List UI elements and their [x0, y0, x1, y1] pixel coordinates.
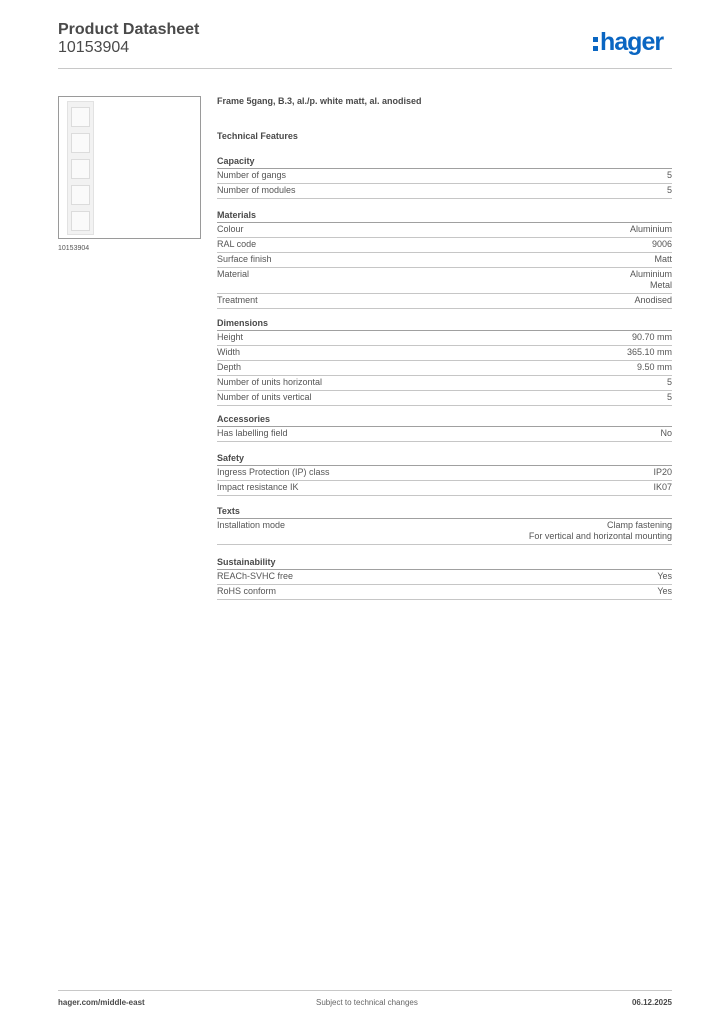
- frame-illustration: [67, 101, 94, 235]
- spec-label: REACh-SVHC free: [217, 571, 294, 581]
- frame-slot: [71, 211, 90, 231]
- spec-value: 5: [666, 392, 672, 402]
- logo-text: hager: [600, 28, 664, 56]
- spec-row: [217, 346, 672, 361]
- section-capacity: [217, 155, 672, 199]
- spec-value: Aluminium Metal: [629, 269, 672, 290]
- spec-value: Clamp fastening For vertical and horizontal mounting: [528, 520, 672, 541]
- spec-value: 9006: [651, 239, 672, 249]
- spec-label: Number of units horizontal: [217, 377, 323, 387]
- frame-slot: [71, 185, 90, 205]
- spec-label: Impact resistance IK: [217, 482, 299, 492]
- spec-row: [217, 570, 672, 585]
- spec-label: Colour: [217, 224, 244, 234]
- spec-label: Ingress Protection (IP) class: [217, 467, 330, 477]
- section-title: Capacity: [217, 156, 255, 166]
- spec-value: IP20: [653, 467, 672, 477]
- section-title: Materials: [217, 210, 257, 220]
- spec-label: Width: [217, 347, 241, 357]
- product-code: 10153904: [58, 39, 130, 56]
- footer-notice: Subject to technical changes: [316, 998, 418, 1007]
- section-materials: [217, 209, 672, 309]
- spec-row: [217, 391, 672, 406]
- spec-label: Treatment: [217, 295, 258, 305]
- spec-value: Aluminium: [629, 224, 672, 234]
- frame-slot: [71, 159, 90, 179]
- spec-row: [217, 361, 672, 376]
- section-title: Sustainability: [217, 557, 276, 567]
- spec-label: Number of units vertical: [217, 392, 312, 402]
- spec-row: [217, 169, 672, 184]
- spec-label: Material: [217, 269, 250, 279]
- spec-row: [217, 519, 672, 545]
- frame-slot: [71, 107, 90, 127]
- section-sustainability: [217, 556, 672, 600]
- spec-value: IK07: [653, 482, 672, 492]
- spec-row: [217, 376, 672, 391]
- spec-value: Matt: [654, 254, 672, 264]
- spec-row: [217, 481, 672, 496]
- spec-row: [217, 466, 672, 481]
- spec-value: 5: [666, 170, 672, 180]
- spec-label: Depth: [217, 362, 242, 372]
- spec-value: Anodised: [634, 295, 672, 305]
- section-texts: [217, 505, 672, 545]
- spec-value: 5: [666, 185, 672, 195]
- spec-value: Yes: [657, 586, 672, 596]
- section-safety: [217, 452, 672, 496]
- logo-colon-icon: [593, 35, 598, 51]
- footer-divider: [58, 990, 672, 991]
- spec-value: 5: [666, 377, 672, 387]
- product-description: Frame 5gang, B.3, al./p. white matt, al. anodised: [217, 96, 422, 106]
- section-accessories: [217, 413, 672, 442]
- hager-logo: [593, 28, 663, 56]
- section-title: Dimensions: [217, 318, 269, 328]
- spec-label: Number of modules: [217, 185, 296, 195]
- spec-row: [217, 238, 672, 253]
- spec-label: Surface finish: [217, 254, 272, 264]
- section-title: Accessories: [217, 414, 271, 424]
- spec-label: RoHS conform: [217, 586, 277, 596]
- technical-features-heading: Technical Features: [217, 131, 298, 141]
- section-dimensions: [217, 317, 672, 406]
- footer-website: hager.com/middle-east: [58, 998, 145, 1007]
- section-title: Texts: [217, 506, 240, 516]
- spec-row: [217, 223, 672, 238]
- spec-row: [217, 253, 672, 268]
- spec-row: [217, 427, 672, 442]
- header-divider: [58, 68, 672, 69]
- page-title: Product Datasheet: [58, 21, 200, 38]
- spec-label: Number of gangs: [217, 170, 287, 180]
- image-caption: 10153904: [58, 245, 90, 252]
- spec-row: [217, 184, 672, 199]
- spec-value: Yes: [657, 571, 672, 581]
- spec-row: [217, 331, 672, 346]
- spec-label: RAL code: [217, 239, 257, 249]
- spec-value: 365.10 mm: [626, 347, 672, 357]
- spec-row: [217, 294, 672, 309]
- spec-label: Installation mode: [217, 520, 286, 530]
- spec-row: [217, 585, 672, 600]
- spec-value: No: [660, 428, 672, 438]
- spec-value: 9.50 mm: [636, 362, 672, 372]
- spec-label: Has labelling field: [217, 428, 288, 438]
- spec-label: Height: [217, 332, 244, 342]
- product-image: [58, 96, 201, 239]
- spec-value: 90.70 mm: [631, 332, 672, 342]
- spec-row: [217, 268, 672, 294]
- footer-date: 06.12.2025: [631, 998, 672, 1007]
- frame-slot: [71, 133, 90, 153]
- section-title: Safety: [217, 453, 245, 463]
